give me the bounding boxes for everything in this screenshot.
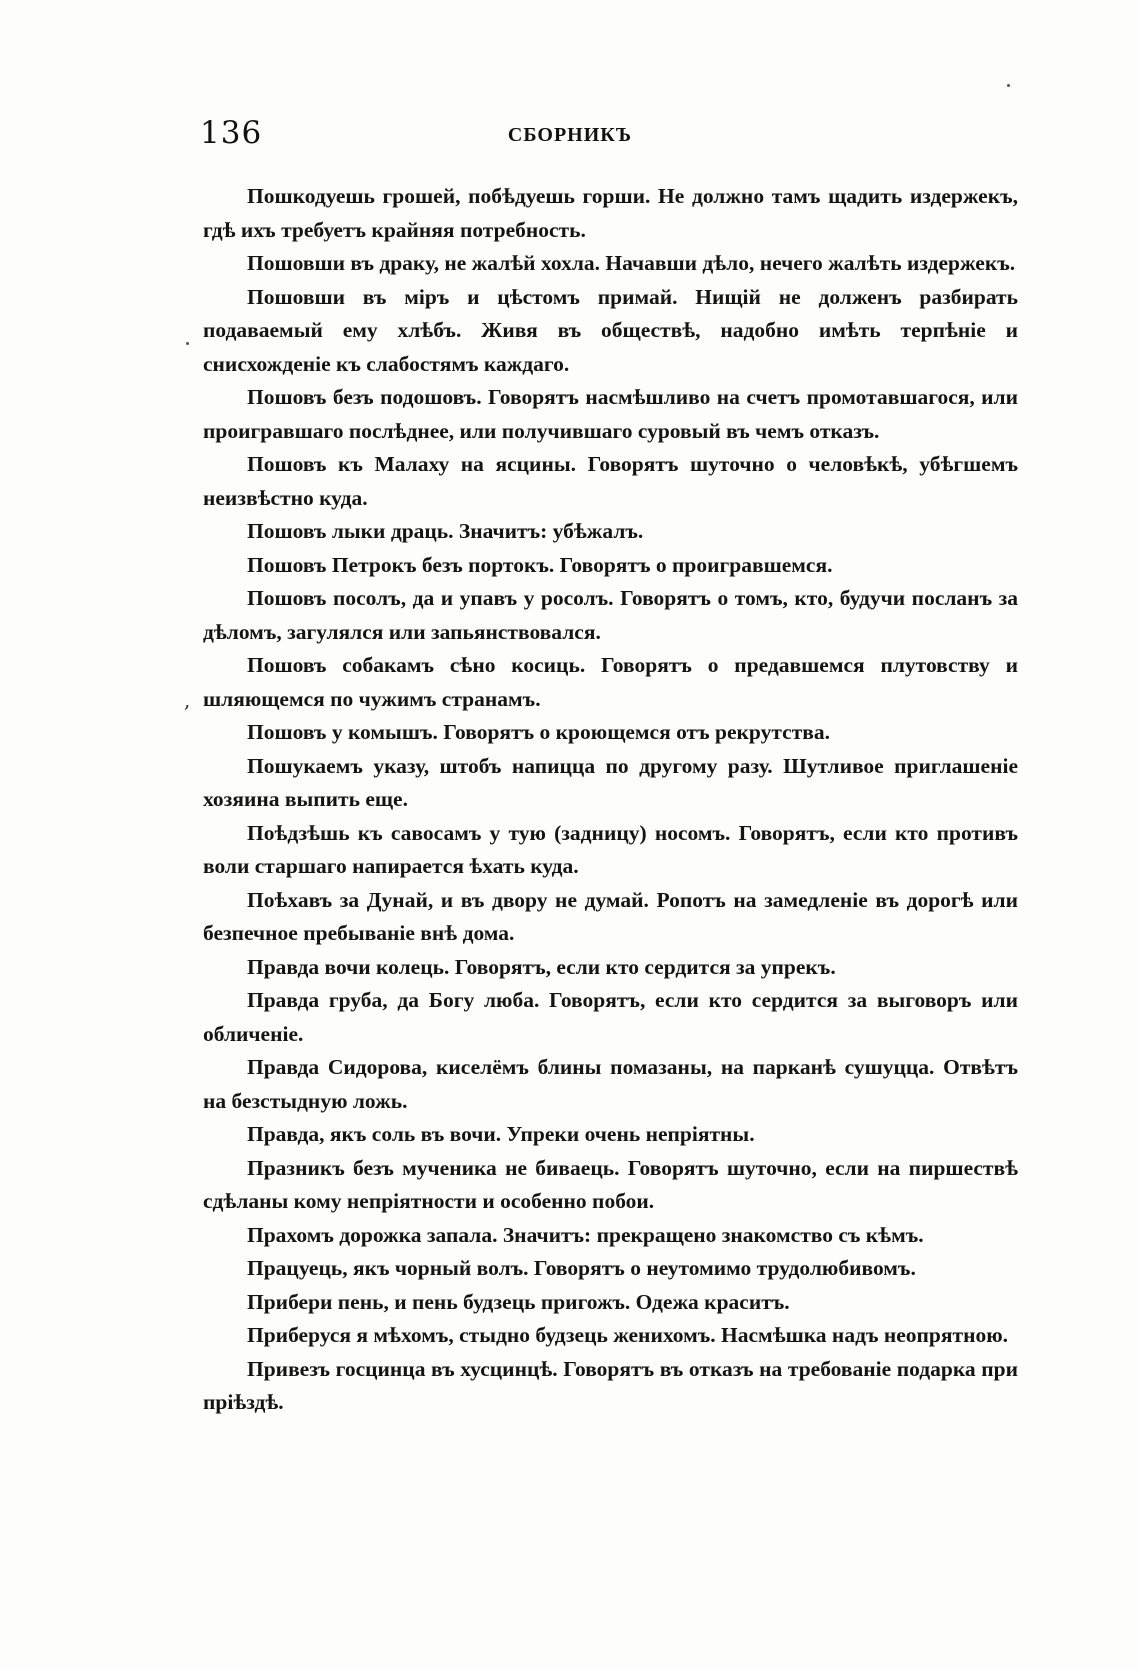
proverb-entry: Прахомъ дорожка запала. Значитъ: прекращено знакомство съ кѣмъ. (247, 1222, 924, 1247)
proverb-entry: Пошовъ Петрокъ безъ портокъ. Говорятъ о проигравшемся. (247, 552, 833, 577)
proverb-list (203, 180, 1018, 1420)
proverb-entry: Приберуся я мѣхомъ, стыдно будзець женихомъ. Насмѣшка надъ неопрятною. (247, 1323, 1009, 1347)
proverb-entry: Пошовъ посолъ, да и упавъ у росолъ. Говорятъ о томъ, кто, будучи посланъ за дѣломъ, загулялся или запьянствовался. (203, 586, 1018, 644)
proverb-entry: Пошовъ лыки драць. Значитъ: убѣжалъ. (247, 519, 644, 543)
margin-comma-mark: , (184, 688, 191, 712)
proverb-entry: Пошовъ безъ подошовъ. Говорятъ насмѣшливо на счетъ промотавшагося, или проигравшаго послѣднее, или получившаго суровый въ чемъ отказъ. (203, 385, 1018, 443)
proverb-entry: Правда Сидорова, киселёмъ блины помазаны, на парканѣ сушуцца. Отвѣтъ на безстыдную ложь. (203, 1055, 1018, 1113)
proverb-entry: Пошкодуешь грошей, побѣдуешь горши. Не должно тамъ щадить издержекъ, гдѣ ихъ требуетъ крайняя потребность. (203, 184, 1018, 242)
proverb-entry: Поѣхавъ за Дунай, и въ двору не думай. Ропотъ на замедленіе въ дорогѣ или безпечное пребываніе внѣ дома. (203, 887, 1018, 945)
running-title: СБОРНИКЪ (507, 124, 633, 146)
proverb-entry: Пошовъ у комышъ. Говорятъ о кроющемся отъ рекрутства. (247, 720, 830, 744)
proverb-entry: Правда вочи колець. Говорятъ, если кто сердится за упрекъ. (247, 954, 836, 979)
proverb-entry: Пошовъ собакамъ сѣно косиць. Говорятъ о предавшемся плутовству и шляющемся по чужимъ странамъ. (203, 653, 1018, 711)
proverb-entry: Правда, якъ соль въ вочи. Упреки очень непріятны. (247, 1122, 755, 1146)
proverb-entry: Правда груба, да Богу люба. Говорятъ, если кто сердится за выговоръ или обличеніе. (203, 988, 1018, 1046)
ink-speck (186, 342, 189, 345)
proverb-entry: Пошукаемъ указу, штобъ напиццa по другому разу. Шутливое приглашеніе хозяина выпить еще. (203, 753, 1018, 811)
proverb-entry: Привезъ госцинца въ хусцинцѣ. Говорятъ въ отказъ на требованіе подарка при пріѣздѣ. (203, 1356, 1018, 1414)
proverb-entry: Пошовши въ міръ и цѣстомъ примай. Нищій не долженъ разбирать подаваемый ему хлѣбъ. Живя въ обществѣ, надобно имѣть терпѣніе и снисхожденіе къ слабостямъ каждаго. (203, 284, 1018, 376)
proverb-entry: Празникъ безъ мученика не биваець. Говорятъ шуточно, если на пиршествѣ сдѣланы кому непріятности и особенно побои. (203, 1155, 1018, 1213)
page-number: 136 (200, 115, 263, 151)
ink-speck (1007, 84, 1010, 87)
proverb-entry: Пошовъ къ Малаху на ясцины. Говорятъ шуточно о человѣкѣ, убѣгшемъ неизвѣстно куда. (203, 452, 1018, 510)
proverb-entry: Працуець, якъ чорный волъ. Говорятъ о неутомимо трудолюбивомъ. (247, 1256, 916, 1280)
proverb-entry: Пошовши въ драку, не жалѣй хохла. Начавши дѣло, нечего жалѣть издержекъ. (247, 251, 1016, 275)
proverb-entry: Поѣдзѣшь къ савосамъ у тую (задницу) носомъ. Говорятъ, если кто противъ воли старшаго напирается ѣхать куда. (203, 820, 1018, 878)
proverb-entry: Прибери пень, и пень будзець пригожъ. Одежа краситъ. (247, 1289, 790, 1314)
